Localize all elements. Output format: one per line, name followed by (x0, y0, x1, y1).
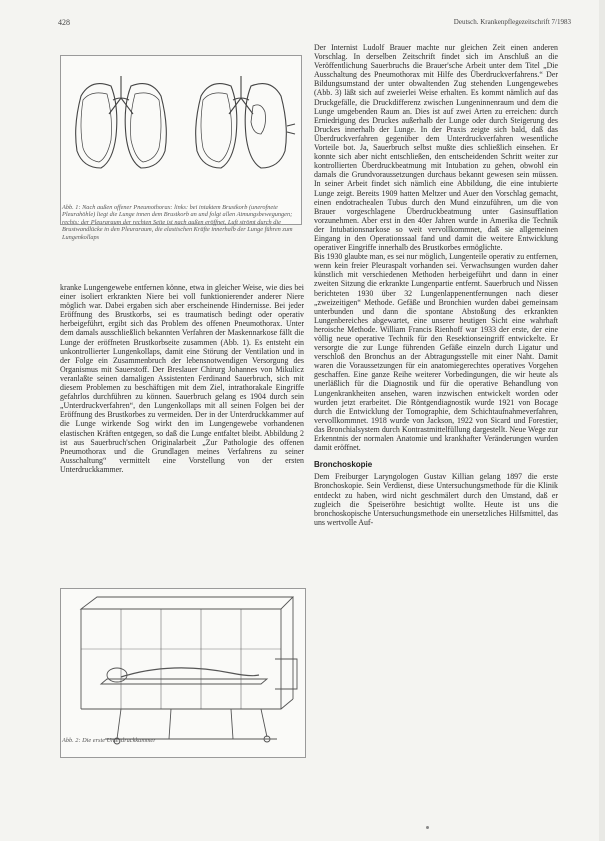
running-header: Deutsch. Krankenpflegezeitschrift 7/1983 (453, 18, 571, 26)
lung-diagram-illustration (61, 56, 301, 224)
right-column-text (314, 43, 558, 527)
figure-2-caption: Abb. 2: Die erste Unterdruckkammer (62, 737, 156, 744)
page-mark (426, 826, 429, 829)
right-paragraph-1: Der Internist Ludolf Brauer machte nur gleichen Zeit einen anderen Vorschlag. In derselben Zeitschrift findet sich im Anschluß an die Veröffentlichung Sauerbruchs die Brauer'sche Arbeit unter dem Titel „Die Ausschaltung des Pneumothorax mit Hilfe des Überdruckverfahrens.“ Der Bildungsumstand der unter obwaltenden Zug stehenden Lungengewebes (Abb. 3) läßt sich auf zweierlei Weise erhalten. Es kommt nämlich auf das Druckgefälle, die Druckdifferenz zwischen Lungeninnenraum und dem die Lunge umgebenden Raum an. Dies ist auf zwei Arten zu erreichen: durch Erniedrigung des Druckes außerhalb der Lunge oder durch Steigerung des Druckes innerhalb der Lunge. In der Praxis zeigte sich bald, daß das Überdruckverfahren gegenüber dem Unterdruckverfahren wesentliche Vorteile bot. Ja, Sauerbruch selbst mußte dies schließlich einsehen. Er konnte sich aber nicht entschließen, den entscheidenden Schritt weiter zur kontrollierten Überdruckbeatmung mit Intubation zu gehen, obwohl ein damals die Grundvoraussetzungen durchaus bekannt gewesen sein müssen. In seiner Arbeit findet sich nämlich eine Abbildung, die eine intubierte Lunge zeigt. Bereits 1909 hatten Meltzer und Auer den Vorschlag gemacht, einen endotrachealen Tubus durch den Mund einzuführen, um die von Brauer vorgeschlagene Überdruckbeatmung unter Gasinsufflation vorzunehmen. Aber erst in den 40er Jahren wurde in Amerika die Technik der Intubationsnarkose so weit vervollkommnet, daß sie allgemeinen Eingang in den Operationssaal fand und damit die weitere Entwicklung operativer Eingriffe innerhalb des Brustkorbes ermöglichte. (314, 43, 558, 253)
vacuum-chamber-drawing (61, 589, 305, 757)
figure-2-chamber-illustration (60, 588, 306, 758)
section-heading-bronchoskopie: Bronchoskopie (314, 460, 373, 470)
left-column-text (60, 283, 304, 474)
right-paragraph-3: Dem Freiburger Laryngologen Gustav Killian gelang 1897 die erste Bronchoskopie. Sein Verdienst, diese Untersuchungsmethode für die Klinik entdeckt zu haben, wird nicht geschmälert durch den Umstand, daß er zugleich die Speiseröhre besichtigt wollte. Heute ist uns die bronchoskopische Untersuchungsmethode ein unersetzliches Hilfsmittel, das uns wertvolle Auf- (314, 472, 558, 527)
right-paragraph-2: Bis 1930 glaubte man, es sei nur möglich, Lungenteile operativ zu entfernen, wenn kein freier Pleuraspalt vorhanden sei. Verwachsungen wurden daher künstlich mit verschiedenen Methoden herbeigeführt und dann in einer zweiten Sitzung die erkrankte Lungenpartie entfernt. Sauerbruch und Nissen berichteten 1930 über 32 Lungenlappenentfernungen nach dieser „zweizeitigen“ Methode. Gefäße und Bronchien wurden dabei gemeinsam unterbunden und dann die spontane Abstoßung des erkrankten Lungenbereiches abgewartet, eine unserer heutigen Sicht eine wahrhaft heroische Methode. William Francis Rienhoff war 1933 der erste, der eine völlig neue operative Technik für den Resektionseingriff entwickelte. Er versorgte die zur Lunge führenden Gefäße einzeln durch Ligatur und verschloß den Bronchus an der Abtragungsstelle mit einer Naht. Damit waren die Voraussetzungen für ein anatomiegerechtes operatives Vorgehen geschaffen. Eine ganze Reihe weiterer Vorbedingungen, die wir heute als unerläßlich für die Diagnostik und für die operative Behandlung von Lungenkrankheiten ansehen, waren inzwischen entwickelt worden oder wurden jetzt erarbeitet. Die Röntgendiagnostik wurde 1921 von Bocage durch die Entwicklung der Tomographie, dem Schichtaufnahmeverfahren, vervollkommnet. 1918 wurde von Jackson, 1922 von Sicard und Forestier, das Bronchialsystem durch Kontrastmittelfüllung dargestellt. Neue Wege zur Erkenntnis der normalen Anatomie und krankhafter Veränderungen wurden damit eröffnet. (314, 252, 558, 453)
left-paragraph: kranke Lungengewebe entfernen könne, etwa in gleicher Weise, wie dies bei einer isoliert erkrankten Niere bei voll funktionierender anderer Niere möglich war. Dabei ergaben sich aber erscheinende Hindernisse. Bei jeder Eröffnung des Brustkorbs, sei es traumatisch bedingt oder operativ herbeigeführt, ergibt sich das Problem des offenen Pneumothorax. Unter dem damals ausschließlich bekannten Verfahren der Maskennarkose fällt die Lunge der eröffneten Brustkorbseite zusammen (Abb. 1). Es entsteht ein unkontrollierter Lungenkollaps, damit eine Störung der Ventilation und in der Folge ein Zusammenbruch der lebensnotwendigen Versorgung des Organismus mit Sauerstoff. Der Breslauer Chirurg Johannes von Mikulicz veranlaßte seinen damaligen Assistenten Ferdinand Sauerbruch, sich mit diesem Problemen zu beschäftigen mit dem Ziel, intrathorakale Eingriffe gefahrlos durchführen zu können. Sauerbruch gelang es 1904 durch sein „Unterdruckverfahren“, den Lungenkollaps mit all seinen Folgen bei der Eröffnung des Brustkorbes zu vermeiden. Der in der Unterdruckkammer auf die Lunge wirkende Sog wirkt den im Lungengewebe vorhandenen elastischen Kräften entgegen, so daß die Lunge entfaltet bleibt. Abbildung 2 ist aus Sauerbruch'schen Originalarbeit „Zur Pathologie des offenen Pneumothorax und die Grundlagen meines Verfahrens zu seiner Ausschaltung“ vermittelt eine Vorstellung von der ersten Unterdruckkammer. (60, 283, 304, 474)
figure-1-lung-diagram (60, 55, 302, 225)
page-number: 428 (58, 18, 70, 27)
page-edge (599, 0, 605, 841)
figure-1-caption: Abb. 1: Nach außen offener Pneumothorax: links: bei intaktem Brustkorb (unerofnete Pleurahöhle) liegt die Lunge innen dem Brustkorb an und folgt allen Atmungsbewegungen; rechts: der Pleuraraum der rechten Seite ist nach außen eröffnet, Luft strömt durch die Brustwandlücke in den Pleuraraum, die elastischen Kräfte innerhalb der Lunge führen zum Lungenkollaps (62, 204, 293, 241)
